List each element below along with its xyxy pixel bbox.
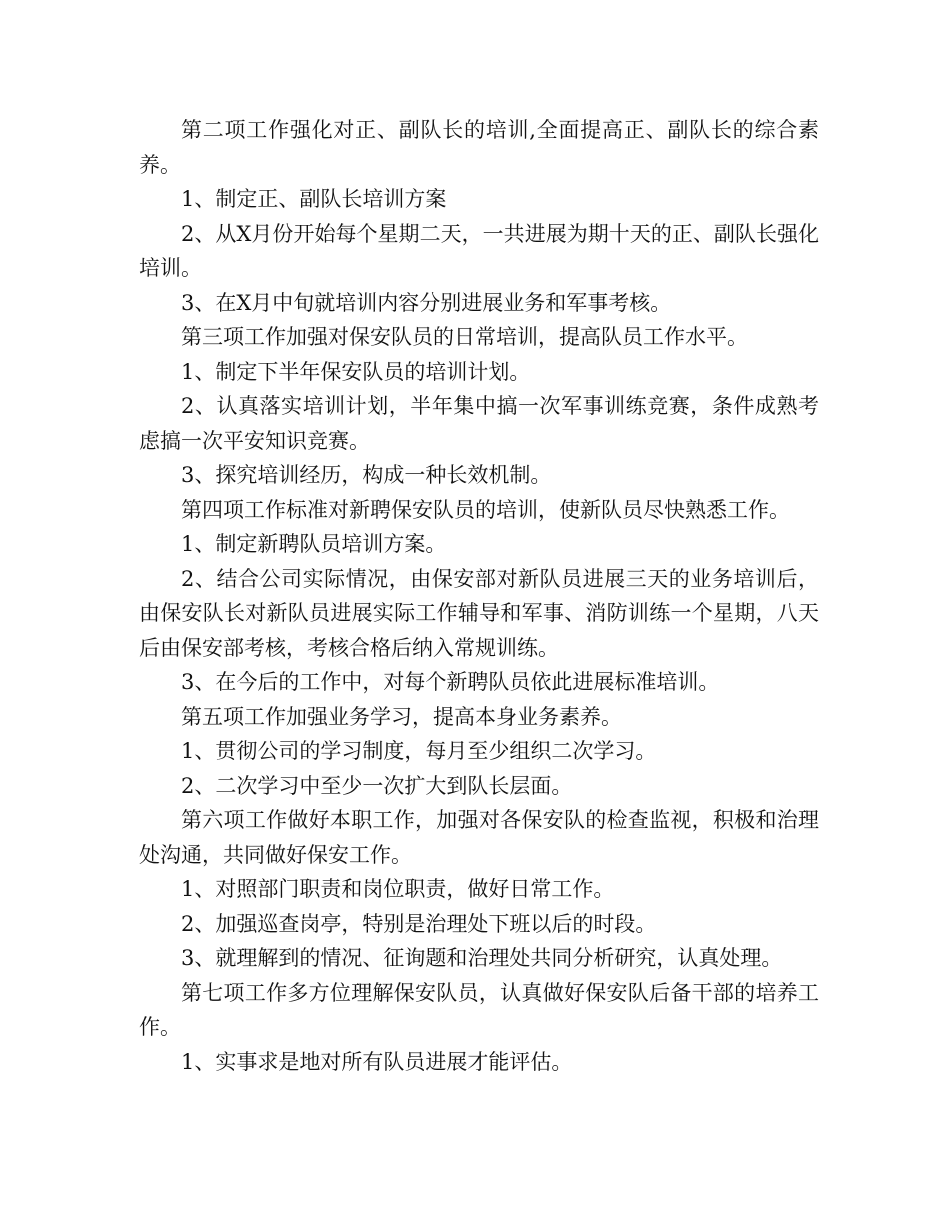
paragraph: 2、结合公司实际情况，由保安部对新队员进展三天的业务培训后，由保安队长对新队员进展实际工作辅导和军事、消防训练一个星期，八天后由保安部考核，考核合格后纳入常规训练。 <box>139 566 819 660</box>
paragraph: 第五项工作加强业务学习，提高本身业务素养。 <box>181 704 622 729</box>
paragraph: 1、对照部门职责和岗位职责，做好日常工作。 <box>181 877 615 901</box>
paragraph: 第三项工作加强对保安队员的日常培训，提高队员工作水平。 <box>181 325 748 349</box>
paragraph: 2、从X月份开始每个星期二天，一共进展为期十天的正、副队长强化培训。 <box>139 221 819 280</box>
paragraph: 1、制定正、副队长培训方案 <box>181 187 447 211</box>
paragraph: 3、探究培训经历，构成一种长效机制。 <box>181 463 552 487</box>
paragraph: 1、制定新聘队员培训方案。 <box>181 532 447 556</box>
paragraph: 3、就理解到的情况、征询题和治理处共同分析研究，认真处理。 <box>181 946 783 970</box>
paragraph: 2、二次学习中至少一次扩大到队长层面。 <box>181 773 573 798</box>
paragraph: 第二项工作强化对正、副队长的培训,全面提高正、副队长的综合素养。 <box>139 118 819 177</box>
paragraph: 1、制定下半年保安队员的培训计划。 <box>181 359 531 384</box>
paragraph: 2、认真落实培训计划，半年集中搞一次军事训练竞赛，条件成熟考虑搞一次平安知识竞赛。 <box>139 394 819 453</box>
document-body <box>139 113 819 1079</box>
paragraph: 第四项工作标准对新聘保安队员的培训，使新队员尽快熟悉工作。 <box>181 497 790 522</box>
paragraph: 2、加强巡查岗亭，特别是治理处下班以后的时段。 <box>181 911 657 936</box>
paragraph: 3、在X月中旬就培训内容分别进展业务和军事考核。 <box>181 290 672 315</box>
paragraph: 3、在今后的工作中，对每个新聘队员依此进展标准培训。 <box>181 670 720 694</box>
paragraph: 第七项工作多方位理解保安队员，认真做好保安队后备干部的培养工作。 <box>139 980 819 1039</box>
paragraph: 1、贯彻公司的学习制度，每月至少组织二次学习。 <box>181 739 657 763</box>
paragraph: 第六项工作做好本职工作，加强对各保安队的检查监视，积极和治理处沟通，共同做好保安工作。 <box>139 808 819 867</box>
paragraph: 1、实事求是地对所有队员进展才能评估。 <box>181 1049 573 1074</box>
